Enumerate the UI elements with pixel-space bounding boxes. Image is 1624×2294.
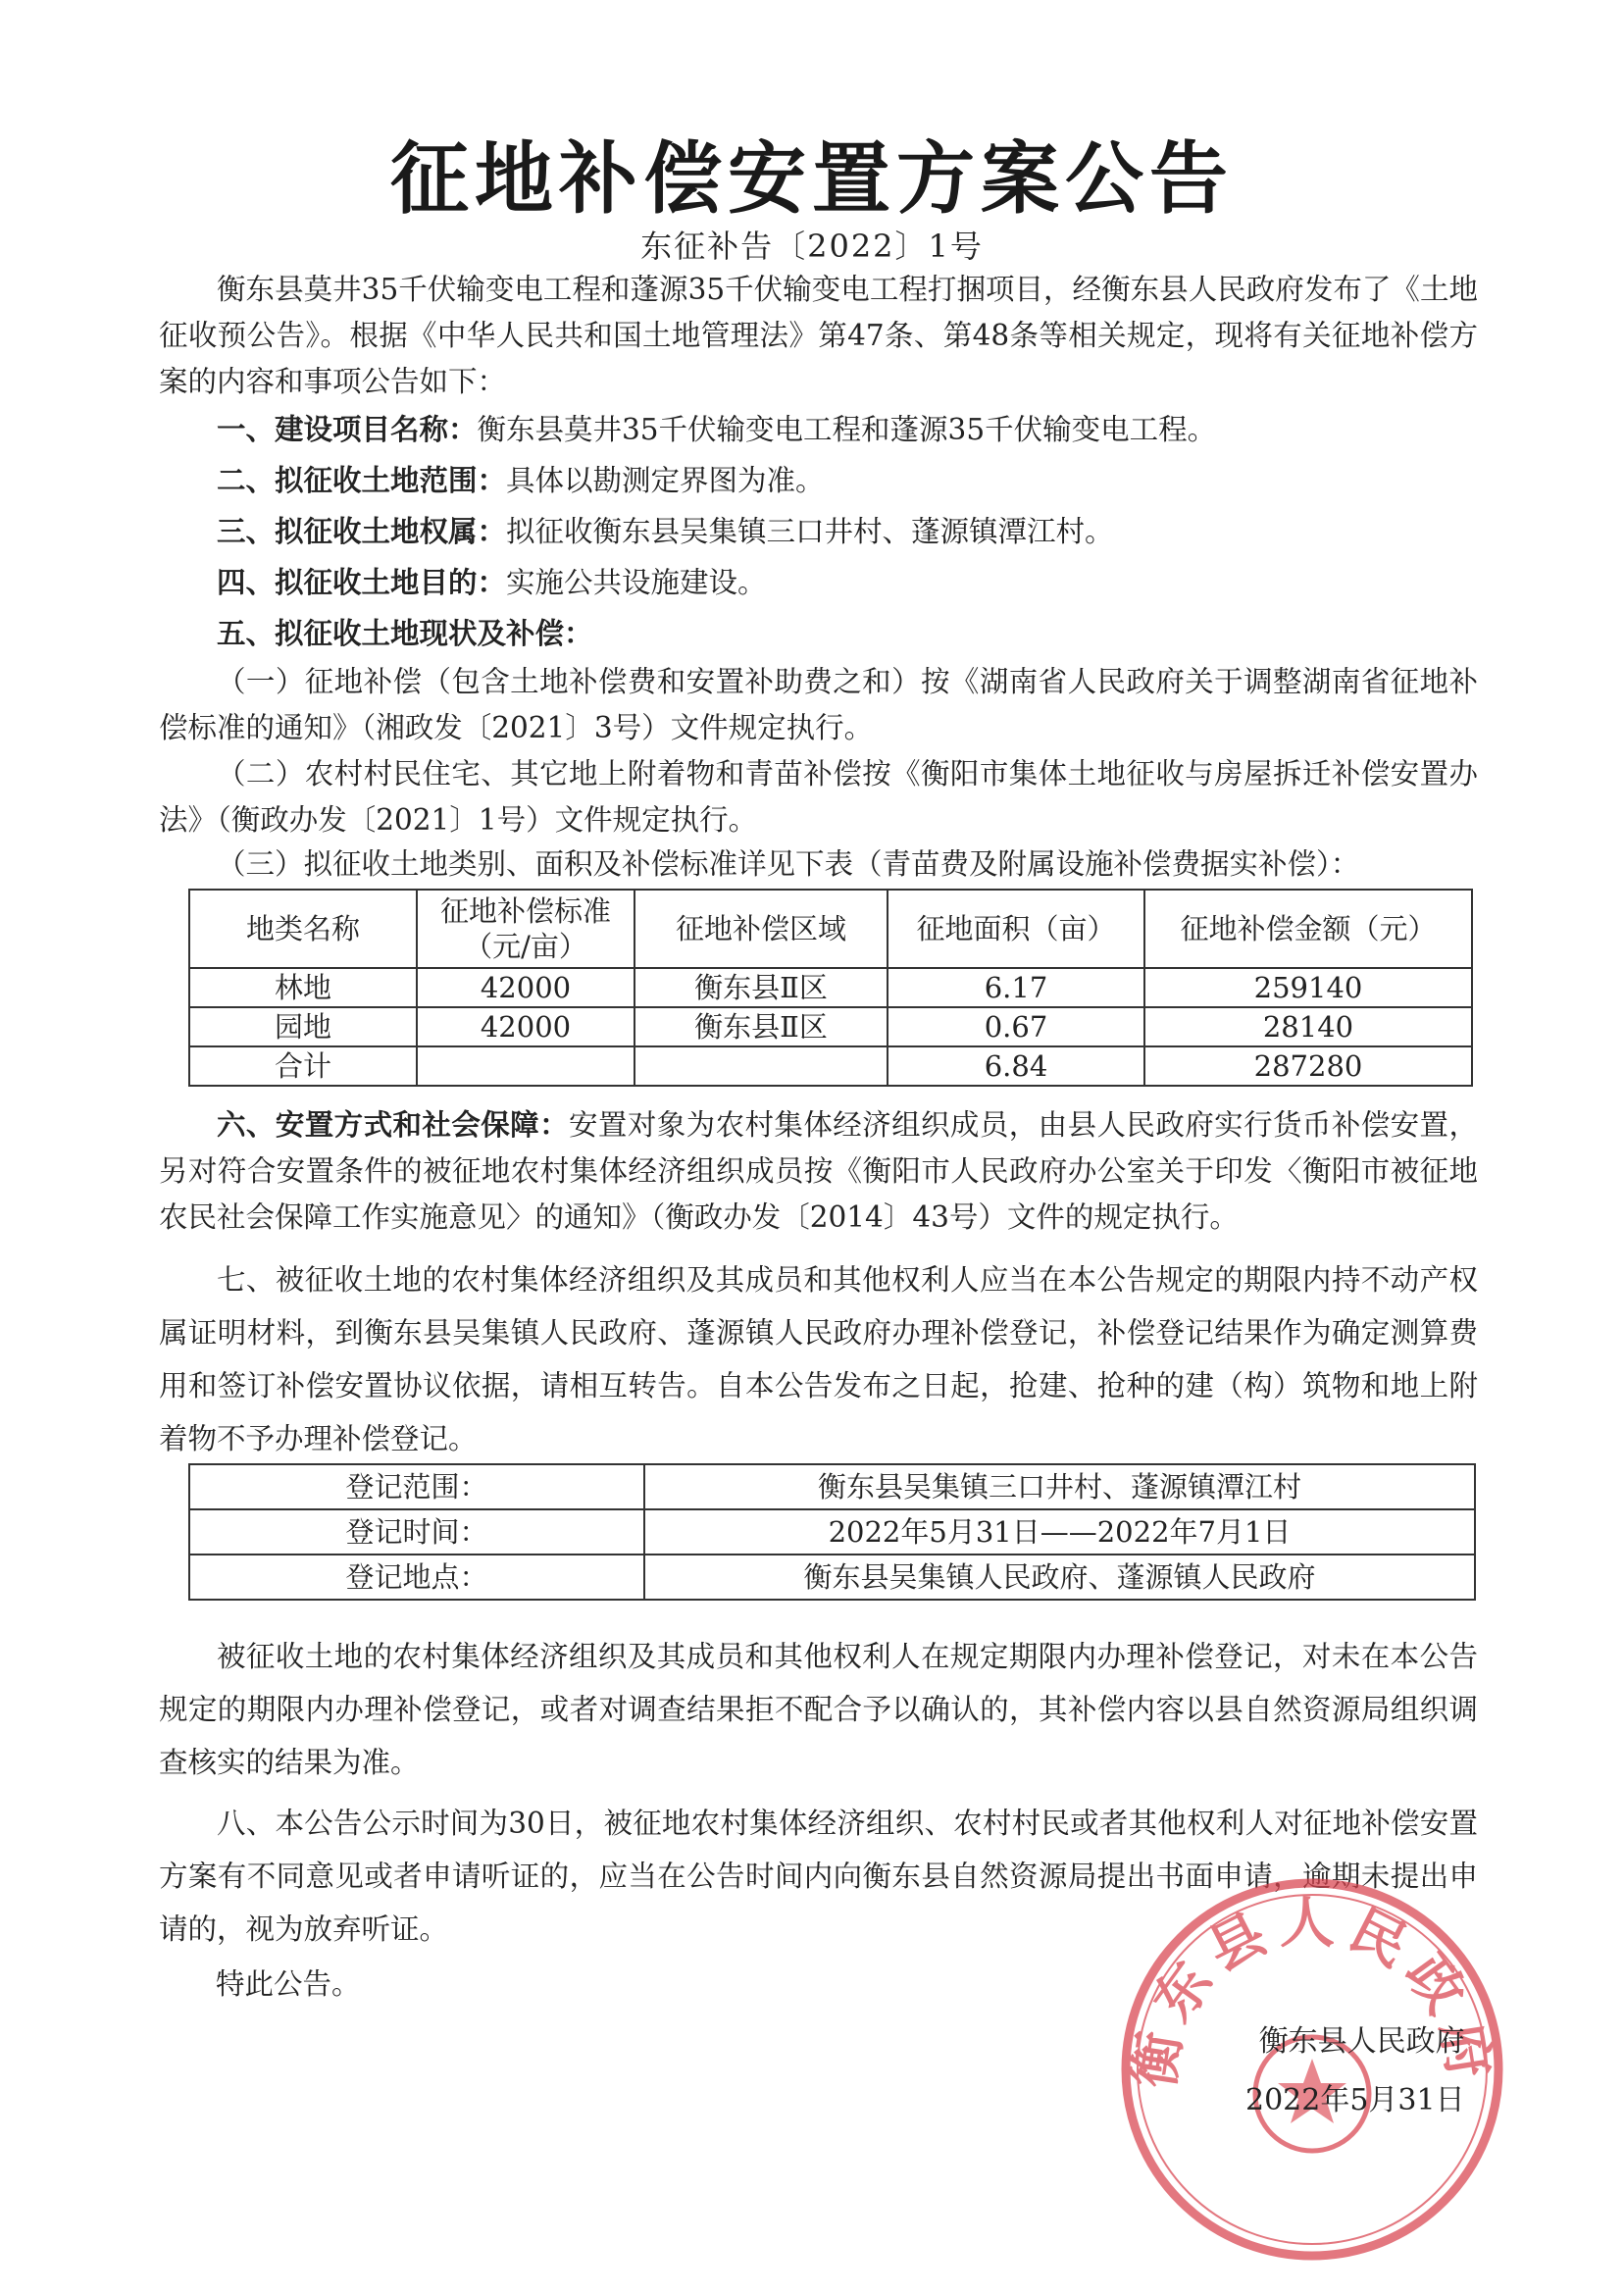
signature-date: 2022年5月31日 (1245, 2083, 1465, 2117)
reg-label: 登记时间： (189, 1509, 644, 1555)
cell-area: 6.84 (888, 1046, 1144, 1086)
intro-paragraph: 衡东县莫井35千伏输变电工程和蓬源35千伏输变电工程打捆项目，经衡东县人民政府发布了《土地征收预公告》。根据《中华人民共和国土地管理法》第47条、第48条等相关规定，现将有关征地补偿方案的内容和事项公告如下： (159, 273, 1478, 398)
cell-standard: 42000 (417, 968, 634, 1007)
signature-block (1245, 2013, 1465, 2130)
seal-text: 衡东县人民政府 (1122, 1892, 1502, 2093)
item-8: 八、本公告公示时间为30日，被征地农村集体经济组织、农村村民或者其他权利人对征地补偿安置方案有不同意见或者申请听证的，应当在公告时间内向衡东县自然资源局提出书面申请，逾期未提出申请的，视为放弃听证。 (159, 1807, 1478, 1946)
item-1-label: 一、建设项目名称： (217, 412, 478, 446)
table-row (189, 1509, 1475, 1555)
cell-land-type: 合计 (189, 1046, 417, 1086)
item-6 (159, 1102, 1478, 1241)
table-row (189, 1555, 1475, 1600)
item-3 (159, 508, 1478, 555)
registration-table (188, 1463, 1476, 1601)
cell-area: 6.17 (888, 968, 1144, 1007)
reg-value: 衡东县吴集镇三口井村、蓬源镇潭江村 (644, 1464, 1475, 1509)
cell-standard (417, 1046, 634, 1086)
item-6-text: 安置对象为农村集体经济组织成员，由县人民政府实行货币补偿安置，另对符合安置条件的被征地农村集体经济组织成员按《衡阳市人民政府办公室关于印发〈衡阳市被征地农民社会保障工作实施意见〉的通知》（衡政办发〔2014〕43号）文件的规定执行。 (159, 1108, 1478, 1234)
item-6-label: 六、安置方式和社会保障： (217, 1108, 569, 1142)
item-3-label: 三、拟征收土地权属： (217, 514, 507, 548)
item-2 (159, 457, 1478, 504)
item-4 (159, 559, 1478, 606)
table-row (189, 1464, 1475, 1509)
subitem-3: （三）拟征收土地类别、面积及补偿标准详见下表（青苗费及附属设施补偿费据实补偿）： (217, 847, 1360, 881)
item-3-text: 拟征收衡东县吴集镇三口井村、蓬源镇潭江村。 (506, 515, 1114, 548)
subitem-1: （一）征地补偿（包含土地补偿费和安置补助费之和）按《湖南省人民政府关于调整湖南省征地补偿标准的通知》（湘政发〔2021〕3号）文件规定执行。 (159, 665, 1478, 744)
subitem-2: （二）农村村民住宅、其它地上附着物和青苗补偿按《衡阳市集体土地征收与房屋拆迁补偿安置办法》（衡政办发〔2021〕1号）文件规定执行。 (159, 757, 1478, 837)
header-land-type: 地类名称 (189, 890, 417, 968)
header-standard-line1: 征地补偿标准 (439, 894, 611, 928)
item-1 (159, 406, 1478, 453)
registration-note: 被征收土地的农村集体经济组织及其成员和其他权利人在规定期限内办理补偿登记，对未在本公告规定的期限内办理补偿登记，或者对调查结果拒不配合予以确认的，其补偿内容以县自然资源局组织调查核实的结果为准。 (159, 1640, 1478, 1779)
item-7: 七、被征收土地的农村集体经济组织及其成员和其他权利人应当在本公告规定的期限内持不动产权属证明材料，到衡东县吴集镇人民政府、蓬源镇人民政府办理补偿登记，补偿登记结果作为确定测算费用和签订补偿安置协议依据，请相互转告。自本公告发布之日起，抢建、抢种的建（构）筑物和地上附着物不予办理补偿登记。 (159, 1263, 1478, 1455)
cell-zone (634, 1046, 888, 1086)
header-area: 征地面积（亩） (888, 890, 1144, 968)
reg-label: 登记地点： (189, 1555, 644, 1600)
header-standard (417, 890, 634, 968)
reg-value: 2022年5月31日——2022年7月1日 (644, 1509, 1475, 1555)
item-4-text: 实施公共设施建设。 (506, 566, 767, 599)
document-number: 东征补告〔2022〕1号 (640, 228, 984, 265)
header-zone: 征地补偿区域 (634, 890, 888, 968)
table-row (189, 968, 1472, 1007)
document-title: 征地补偿安置方案公告 (390, 133, 1234, 225)
land-compensation-table (188, 889, 1473, 1087)
header-standard-line2: （元/亩） (464, 930, 587, 963)
item-5 (159, 610, 1478, 657)
cell-amount: 259140 (1144, 968, 1472, 1007)
reg-value: 衡东县吴集镇人民政府、蓬源镇人民政府 (644, 1555, 1475, 1600)
header-amount: 征地补偿金额（元） (1144, 890, 1472, 968)
item-5-label: 五、拟征收土地现状及补偿： (217, 616, 593, 650)
item-4-label: 四、拟征收土地目的： (217, 565, 507, 599)
cell-area: 0.67 (888, 1007, 1144, 1046)
cell-zone: 衡东县Ⅱ区 (634, 1007, 888, 1046)
table-header-row (189, 890, 1472, 968)
signer-name: 衡东县人民政府 (1258, 2024, 1465, 2059)
table-total-row (189, 1046, 1472, 1086)
cell-zone: 衡东县Ⅱ区 (634, 968, 888, 1007)
cell-land-type: 林地 (189, 968, 417, 1007)
cell-standard: 42000 (417, 1007, 634, 1046)
cell-amount: 28140 (1144, 1007, 1472, 1046)
cell-amount: 287280 (1144, 1046, 1472, 1086)
item-2-label: 二、拟征收土地范围： (217, 463, 507, 497)
table-row (189, 1007, 1472, 1046)
cell-land-type: 园地 (189, 1007, 417, 1046)
reg-label: 登记范围： (189, 1464, 644, 1509)
item-2-text: 具体以勘测定界图为准。 (506, 464, 825, 497)
closing-text: 特此公告。 (216, 1967, 361, 2001)
item-1-text: 衡东县莫井35千伏输变电工程和蓬源35千伏输变电工程。 (477, 413, 1217, 446)
